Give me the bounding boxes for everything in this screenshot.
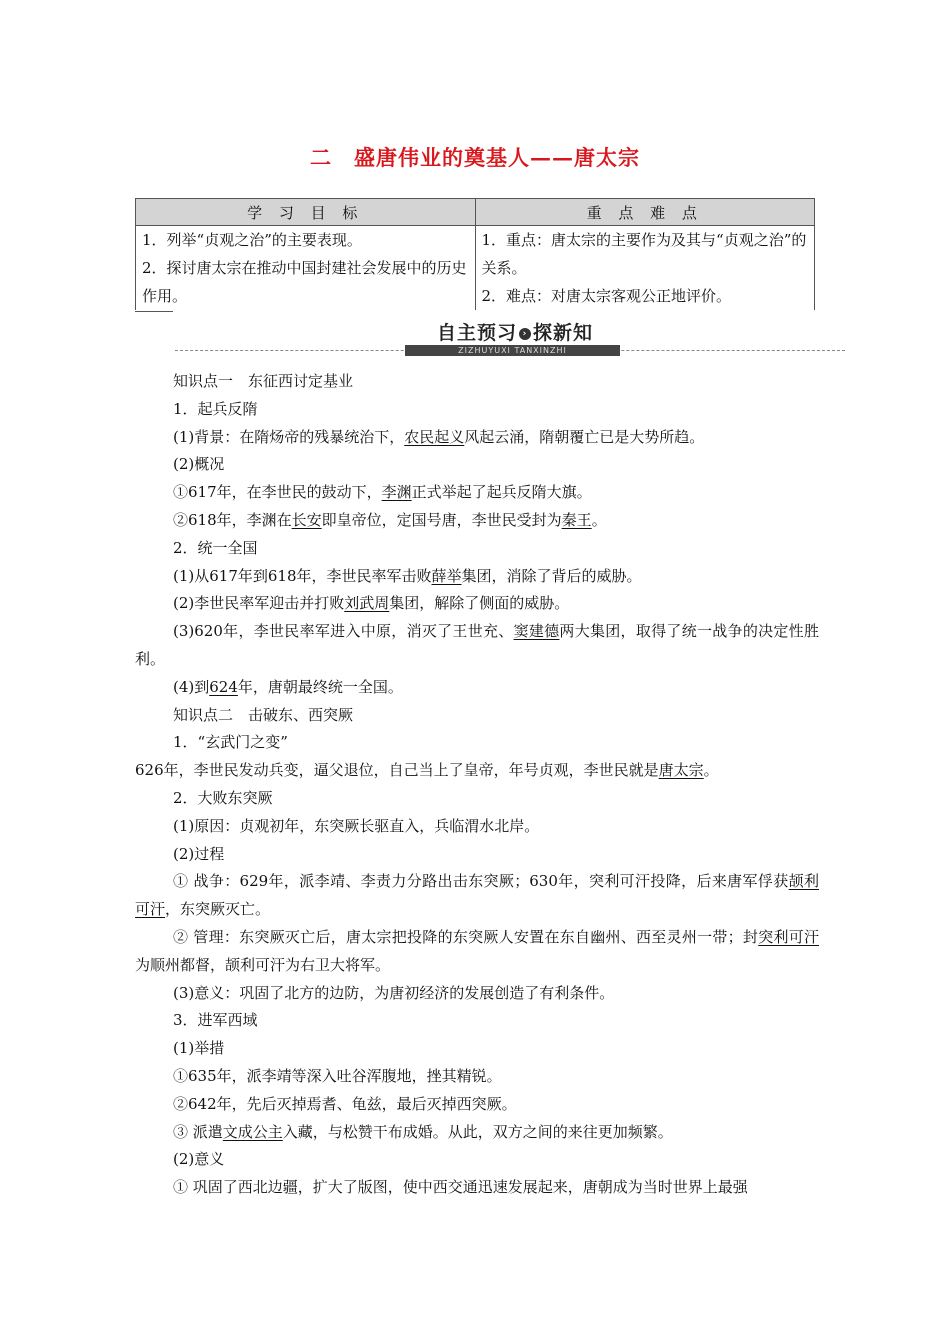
paragraph: ②642年，先后灭掉焉耆、龟兹，最后灭掉西突厥。: [173, 1094, 517, 1113]
focus-item: 2．难点：对唐太宗客观公正地评价。: [481, 287, 732, 305]
paragraph: ①617年，在李世民的鼓动下，李渊正式举起了起兵反隋大旗。: [173, 483, 592, 502]
paragraph: (2)李世民率军迎击并打败刘武周集团，解除了侧面的威胁。: [173, 594, 570, 613]
paragraph: (3)意义：巩固了北方的边防，为唐初经济的发展创造了有利条件。: [173, 983, 615, 1002]
knowledge-point-2: 知识点二 击破东、西突厥: [173, 705, 354, 724]
paragraph: (2)意义: [173, 1150, 225, 1169]
key-term: 秦王: [561, 510, 592, 529]
goal-item: 2．探讨唐太宗在推动中国封建社会发展中的历史作用。: [142, 259, 467, 305]
table-underline: [135, 311, 173, 312]
key-term: 唐太宗: [658, 761, 704, 780]
paragraph: 626年，李世民发动兵变，逼父退位，自己当上了皇帝，年号贞观，李世民就是唐太宗。: [135, 761, 719, 780]
section-heading: 1．“玄武门之变”: [173, 733, 288, 752]
focus-item: 1．重点：唐太宗的主要作为及其与“贞观之治”的关系。: [481, 231, 807, 277]
key-term: 长安: [291, 510, 322, 529]
chevron-right-icon: ›: [519, 328, 531, 340]
paragraph: ③ 派遣文成公主入藏，与松赞干布成婚。从此，双方之间的来往更加频繁。: [173, 1122, 673, 1141]
paragraph: (1)背景：在隋炀帝的残暴统治下，农民起义风起云涌，隋朝覆亡已是大势所趋。: [173, 427, 705, 446]
key-term: 薛举: [431, 566, 462, 585]
banner-subtitle: ZIZHUYUXI TANXINZHI: [405, 345, 620, 356]
banner-left-text: 自主预习: [436, 322, 517, 344]
section-heading: 1．起兵反隋: [173, 399, 258, 418]
key-term: 624: [209, 677, 238, 696]
paragraph: ② 管理：东突厥灭亡后，唐太宗把投降的东突厥人安置在东自幽州、西至灵州一带；封突利可汗为顺州都督，颉利可汗为右卫大将军。: [135, 927, 819, 974]
key-term: 文成公主: [222, 1122, 283, 1141]
key-term: 颉利可汗: [135, 872, 819, 919]
knowledge-point-1: 知识点一 东征西讨定基业: [173, 372, 354, 390]
paragraph: ① 战争：629年，派李靖、李责力分路出击东突厥；630年，突利可汗投降，后来唐军俘获颉利可汗，东突厥灭亡。: [135, 872, 819, 919]
section-heading: 3．进军西域: [173, 1011, 258, 1030]
paragraph: (1)举措: [173, 1039, 225, 1058]
goals-table: [135, 198, 815, 310]
banner-logo: [415, 318, 615, 345]
goal-item: 1．列举“贞观之治”的主要表现。: [142, 231, 362, 249]
section-heading: 2．大败东突厥: [173, 788, 273, 807]
paragraph: (1)从617年到618年，李世民率军击败薛举集团，消除了背后的威胁。: [173, 566, 642, 585]
paragraph: (1)原因：贞观初年，东突厥长驱直入，兵临渭水北岸。: [173, 816, 540, 835]
paragraph: (2)过程: [173, 844, 225, 863]
key-term: 突利可汗: [758, 927, 819, 946]
focus-header: 重 点 难 点: [475, 199, 815, 226]
paragraph: (4)到624年，唐朝最终统一全国。: [173, 677, 403, 696]
content-body: [135, 368, 819, 1202]
key-term: 农民起义: [404, 427, 465, 446]
key-term: 李渊: [381, 483, 412, 502]
paragraph: ① 巩固了西北边疆，扩大了版图，使中西交通迅速发展起来，唐朝成为当时世界上最强: [173, 1178, 748, 1197]
key-term: 窦建德: [513, 622, 560, 641]
goals-cell: [136, 226, 476, 311]
paragraph: (2)概况: [173, 455, 225, 474]
banner-right-text: 探新知: [533, 322, 594, 344]
paragraph: ②618年，李渊在长安即皇帝位，定国号唐，李世民受封为秦王。: [173, 510, 607, 529]
focus-cell: [475, 226, 815, 311]
paragraph: (3)620年，李世民率军进入中原，消灭了王世充、窦建德两大集团，取得了统一战争的决定性胜利。: [135, 622, 819, 668]
section-heading: 2．统一全国: [173, 538, 258, 557]
paragraph: ①635年，派李靖等深入吐谷浑腹地，挫其精锐。: [173, 1066, 502, 1085]
lesson-title: 二 盛唐伟业的奠基人——唐太宗: [310, 145, 640, 170]
section-banner: [175, 318, 845, 358]
goals-header: 学 习 目 标: [136, 199, 476, 226]
key-term: 刘武周: [344, 594, 390, 613]
